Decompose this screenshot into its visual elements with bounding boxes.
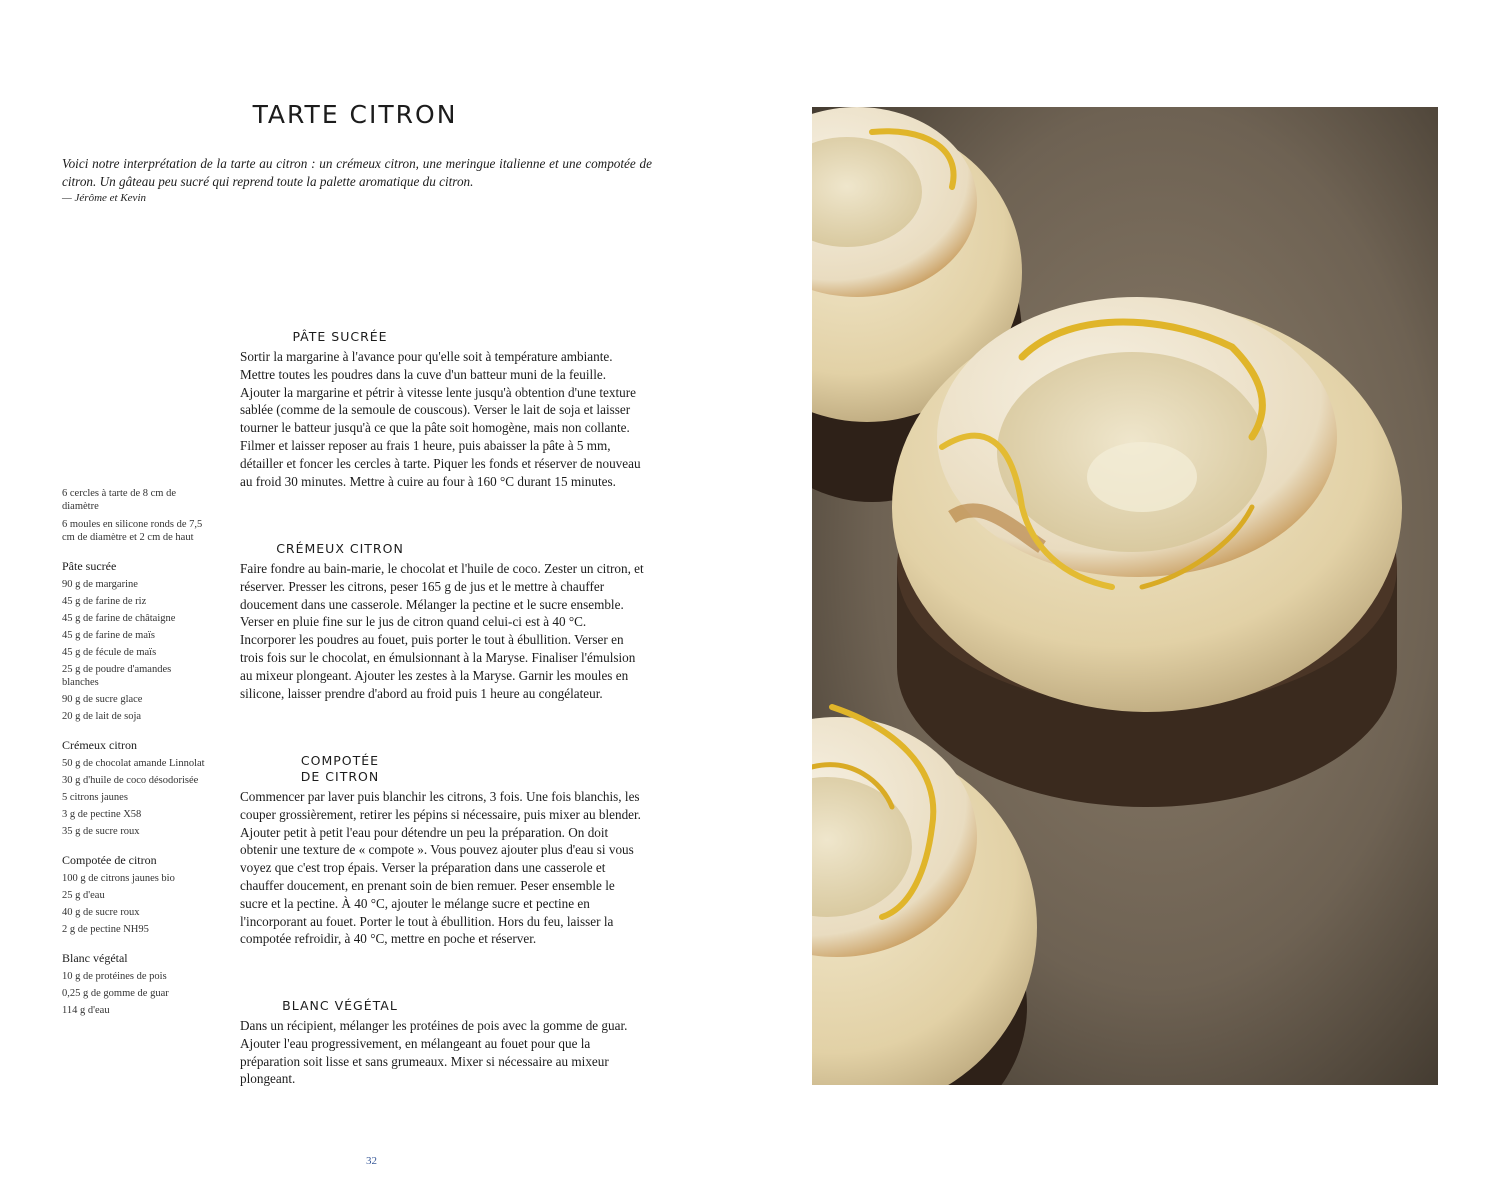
equipment-list [62, 487, 207, 544]
ingredient-item: 25 g de poudre d'amandes blanches [62, 664, 172, 688]
ingredient-item: 45 g de farine de riz [62, 596, 147, 607]
ingredient-item: 5 citrons jaunes [62, 792, 128, 803]
section-title-text: COMPOTÉE DE CITRON [300, 753, 380, 784]
ingredient-item: 10 g de protéines de pois [62, 971, 167, 982]
ingredient-group-title: Crémeux citron [62, 738, 137, 752]
ingredient-item: 114 g d'eau [62, 1005, 110, 1016]
ingredient-group-title: Compotée de citron [62, 853, 157, 867]
lemon-tart-photo [812, 107, 1438, 1085]
ingredient-item: 20 g de lait de soja [62, 711, 142, 722]
intro-author: — Jérôme et Kevin [62, 192, 146, 204]
section-title: CRÉMEUX CITRON [276, 541, 404, 556]
ingredient-group-pate-sucree [62, 559, 207, 723]
ingredient-group-title: Blanc végétal [62, 951, 128, 965]
ingredient-item: 30 g d'huile de coco désodorisée [62, 775, 199, 786]
ingredient-item: 90 g de margarine [62, 579, 138, 590]
section-compotee-citron [240, 753, 645, 948]
page-title: TARTE CITRON [252, 100, 458, 129]
ingredient-item: 40 g de sucre roux [62, 907, 140, 918]
ingredient-item: 90 g de sucre glace [62, 694, 143, 705]
ingredient-item: 35 g de sucre roux [62, 826, 140, 837]
ingredient-item: 45 g de fécule de maïs [62, 647, 157, 658]
section-pate-sucree [240, 329, 645, 490]
section-body: Sortir la margarine à l'avance pour qu'elle soit à température ambiante. Mettre toutes les poudres dans la cuve d'un batteur muni de la feuille. Ajouter la margarine et pétrir à vitesse lente jusqu'à obtention d'une texture sablée (comme de la semoule de couscous). Verser le lait de soja et laisser tourner le batteur jusqu'à ce que la pâte soit homogène, mais non collante. Filmer et laisser reposer au frais 1 heure, puis abaisser la pâte à 5 mm, détailler et foncer les cercles à tarte. Piquer les fonds et réserver de nouveau au froid 30 minutes. Mettre à cuire au four à 160 °C durant 15 minutes. [240, 349, 641, 489]
section-cremeux-citron [240, 541, 645, 702]
ingredient-group-blanc-vegetal [62, 951, 207, 1017]
ingredient-group-cremeux-citron [62, 738, 207, 838]
ingredient-item: 2 g de pectine NH95 [62, 924, 149, 935]
intro-text: Voici notre interprétation de la tarte au citron : un crémeux citron, une meringue italienne et une compotée de citron. Un gâteau peu sucré qui reprend toute la palette aromatique du citron. [62, 156, 652, 189]
ingredient-item: 45 g de farine de châtaigne [62, 613, 176, 624]
ingredient-item: 50 g de chocolat amande Linnolat [62, 758, 205, 769]
ingredient-item: 45 g de farine de maïs [62, 630, 156, 641]
intro-quote [62, 155, 652, 206]
ingredient-group-compotee-citron [62, 853, 207, 936]
section-title [240, 753, 440, 785]
equipment-item: 6 moules en silicone ronds de 7,5 cm de diamètre et 2 cm de haut [62, 519, 203, 543]
ingredient-group-title: Pâte sucrée [62, 559, 117, 573]
ingredient-item: 0,25 g de gomme de guar [62, 988, 169, 999]
ingredient-item: 3 g de pectine X58 [62, 809, 142, 820]
section-title: PÂTE SUCRÉE [292, 329, 388, 344]
ingredients-column [62, 487, 207, 1032]
section-blanc-vegetal [240, 998, 645, 1088]
section-body: Faire fondre au bain-marie, le chocolat et l'huile de coco. Zester un citron, et réserver. Presser les citrons, peser 165 g de jus et le mettre à chauffer doucement dans une casserole. Mélanger la pectine et le sucre ensemble. Verser en pluie fine sur le jus de citron quand celui-ci est à 40 °C. Incorporer les poudres au fouet, puis porter le tout à ébullition. Verser en trois fois sur le chocolat, en émulsionnant à la Maryse. Finaliser l'émulsion au mixeur plongeant. Ajouter les zestes à la Maryse. Garnir les moules en silicone, laisser prendre d'abord au froid puis 1 heure au congélateur. [240, 561, 644, 701]
ingredient-item: 100 g de citrons jaunes bio [62, 873, 175, 884]
section-body: Commencer par laver puis blanchir les citrons, 3 fois. Une fois blanchis, les couper grossièrement, retirer les pépins si nécessaire, puis mixer au blender. Ajouter petit à petit l'eau pour détendre un peu la préparation. On doit obtenir une texture de « compote ». Vous pouvez ajouter plus d'eau si vous voyez que c'est trop épais. Verser la préparation dans une casserole et chauffer doucement, en prenant soin de bien remuer. Peser ensemble le sucre et la pectine. À 40 °C, ajouter le mélange sucre et pectine en l'incorporant au fouet. Porter le tout à ébullition. Hors du feu, laisser la compotée refroidir, à 40 °C, mettre en poche et réserver. [240, 789, 641, 947]
page-number: 32 [366, 1155, 377, 1167]
section-title: BLANC VÉGÉTAL [282, 998, 398, 1013]
section-body: Dans un récipient, mélanger les protéines de pois avec la gomme de guar. Ajouter l'eau progressivement, en mélangeant au fouet pour que la préparation soit lisse et sans grumeaux. Mixer si nécessaire au mixeur plongeant. [240, 1018, 628, 1087]
equipment-item: 6 cercles à tarte de 8 cm de diamètre [62, 488, 176, 512]
ingredient-item: 25 g d'eau [62, 890, 105, 901]
